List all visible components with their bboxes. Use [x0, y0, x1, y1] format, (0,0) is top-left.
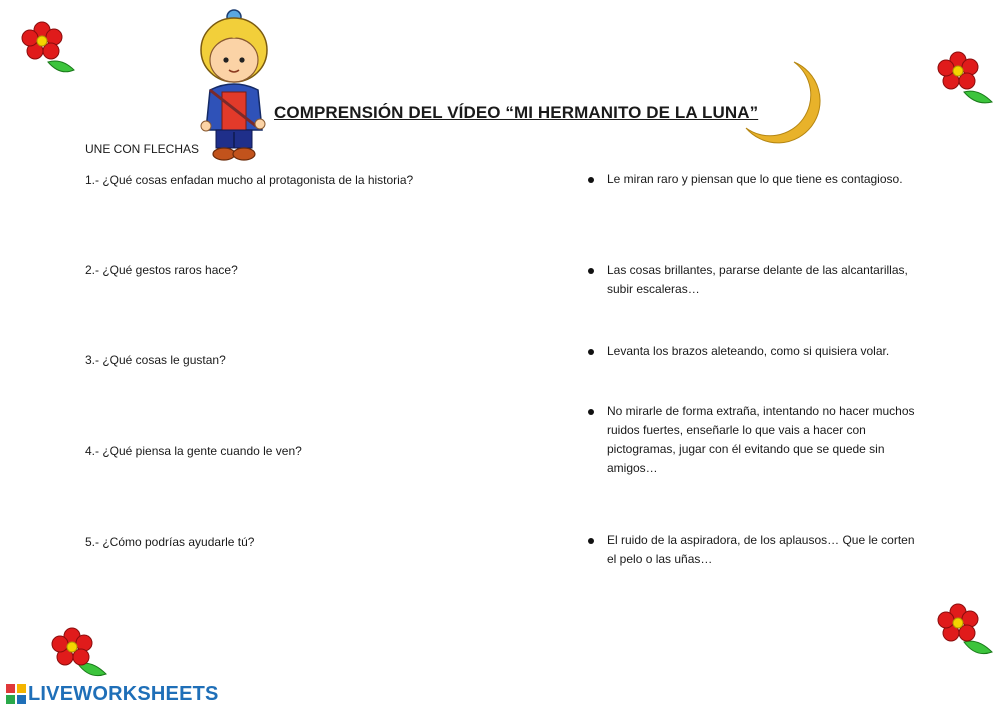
flower-icon: [934, 600, 994, 660]
flower-icon: [18, 18, 78, 78]
bullet-icon: [588, 349, 594, 355]
instruction-text: UNE CON FLECHAS: [85, 142, 200, 156]
question-item: 3.- ¿Qué cosas le gustan?: [85, 353, 226, 367]
boy-illustration-icon: [196, 8, 272, 164]
question-item: 4.- ¿Qué piensa la gente cuando le ven?: [85, 444, 302, 458]
logo-text: LIVEWORKSHEETS: [28, 682, 219, 705]
question-item: 2.- ¿Qué gestos raros hace?: [85, 263, 238, 277]
answer-item: Le miran raro y piensan que lo que tiene es contagioso.: [607, 172, 903, 186]
bullet-icon: [588, 268, 594, 274]
answer-item: Levanta los brazos aleteando, como si quisiera volar.: [607, 344, 890, 358]
flower-icon: [48, 624, 108, 684]
question-item: 1.- ¿Qué cosas enfadan mucho al protagonista de la historia?: [85, 173, 414, 187]
answer-item: Las cosas brillantes, pararse delante de las alcantarillas, subir escaleras…: [607, 263, 908, 296]
answer-item: El ruido de la aspiradora, de los aplausos… Que le corten el pelo o las uñas…: [607, 533, 915, 566]
liveworksheets-logo: [6, 683, 219, 705]
page-title: COMPRENSIÓN DEL VÍDEO “MI HERMANITO DE LA LUNA”: [274, 103, 759, 122]
bullet-icon: [588, 538, 594, 544]
bullet-icon: [588, 177, 594, 183]
bullet-icon: [588, 409, 594, 415]
logo-badge-icon: [6, 684, 26, 704]
answer-item: No mirarle de forma extraña, intentando no hacer muchos ruidos fuertes, enseñarle lo que vais a hacer con pictogramas, jugar con él evitando que se quede sin amigos…: [607, 404, 915, 475]
question-item: 5.- ¿Cómo podrías ayudarle tú?: [85, 535, 255, 549]
flower-icon: [934, 48, 994, 108]
